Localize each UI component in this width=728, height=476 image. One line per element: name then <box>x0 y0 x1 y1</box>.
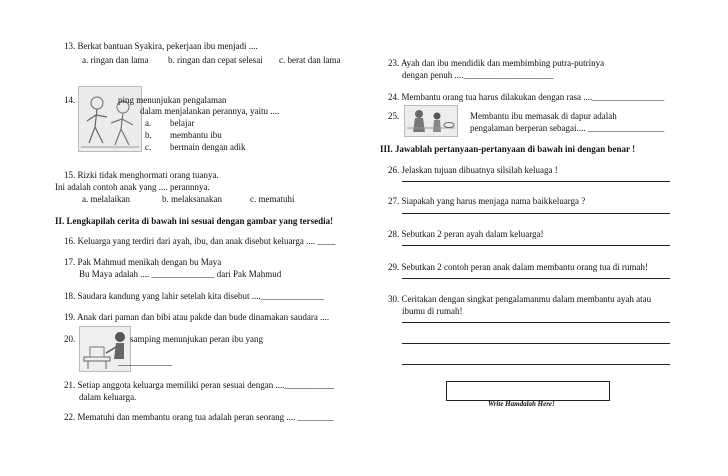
question-13: 13. Berkat bantuan Syakira, pekerjaan ibu menjadi .... <box>64 41 258 51</box>
question-26: 26. Jelaskan tujuan dibuatnya silsilah keluaga ! <box>388 165 558 175</box>
question-19: 19. Anak dari paman dan bibi atau pakde dan bude dinamakan saudara .... <box>64 312 330 322</box>
q14-option-a[interactable]: belajar <box>170 118 195 128</box>
section-3-heading: III. Jawablah pertanyaan-pertanyaan di bawah ini dengan benar ! <box>380 144 636 154</box>
question-30-text-1: 30. Ceritakan dengan singkat pengalamanmu dalam membantu ayah atau <box>388 294 652 304</box>
q13-option-c[interactable]: c. berat dan lama <box>279 55 341 65</box>
q14-option-c[interactable]: bermain dengan adik <box>170 142 246 152</box>
q30-answer-line-3[interactable] <box>402 364 670 365</box>
q26-answer-line[interactable] <box>402 181 670 182</box>
q15-option-c[interactable]: c. mematuhi <box>250 194 295 204</box>
question-25-number: 25. <box>388 111 400 121</box>
question-28: 28. Sebutkan 2 peran ayah dalam keluarga! <box>388 229 544 239</box>
question-18: 18. Saudara kandung yang lahir setelah kita disebut ....______________ <box>64 291 324 301</box>
question-16: 16. Keluarga yang terdiri dari ayah, ibu, dan anak disebut keluarga .... ____ <box>64 236 336 246</box>
question-14-text-2: dalam menjalankan perannya, yaitu .... <box>140 106 280 116</box>
q28-answer-line[interactable] <box>402 245 670 246</box>
question-14-number: 14. <box>64 95 76 105</box>
hamdalah-box[interactable] <box>446 381 610 401</box>
q27-answer-line[interactable] <box>402 213 670 214</box>
question-20-number: 20. <box>64 334 76 344</box>
q30-answer-line-2[interactable] <box>402 343 670 344</box>
q29-answer-line[interactable] <box>402 278 670 279</box>
question-21-text-2: dalam keluarga. <box>79 392 137 402</box>
q14-option-b-letter: b. <box>145 130 152 140</box>
q14-option-c-letter: c. <box>145 142 152 152</box>
question-17-text-2: Bu Maya adalah .... ______________ dari Pak Mahmud <box>79 269 282 279</box>
q13-option-a[interactable]: a. ringan dan lama <box>82 55 149 65</box>
question-21-text-1: 21. Setiap anggota keluarga memiliki peran sesuai dengan ....___________ <box>64 380 335 390</box>
question-22: 22. Mematuhi dan membantu orang tua adalah peran seorang .... ________ <box>64 412 334 422</box>
question-14-text-1: ping menunjukan pengalaman <box>118 95 227 105</box>
q15-option-b[interactable]: b. melaksanakan <box>162 194 222 204</box>
question-29: 29. Sebutkan 2 contoh peran anak dalam membantu orang tua di rumah! <box>388 262 648 272</box>
question-20-text: samping menunjukan peran ibu yang <box>130 334 263 344</box>
question-15-text-2: Ini adalah contoh anak yang .... perannnya. <box>55 182 210 192</box>
question-15-text-1: 15. Rizki tidak menghormati orang tuanya. <box>64 170 219 180</box>
q20-answer-blank[interactable]: ____________ <box>118 357 172 367</box>
question-24: 24. Membantu orang tua harus dilakukan dengan rasa ....________________ <box>388 92 665 102</box>
q14-option-b[interactable]: membantu ibu <box>170 130 222 140</box>
question-23-text-2: dengan penuh ....____________________ <box>402 70 554 80</box>
cooking-in-kitchen-illustration <box>405 106 457 136</box>
q15-option-a[interactable]: a. melalaikan <box>82 194 130 204</box>
question-23-text-1: 23. Ayah dan ibu mendidik dan membimbing putra-putrinya <box>388 58 605 68</box>
question-25-text-1: Membantu ibu memasak di dapur adalah <box>470 111 617 121</box>
q13-option-b[interactable]: b. ringan dan cepat selesai <box>168 55 263 65</box>
section-2-heading: II. Lengkapilah cerita di bawah ini sesuai dengan gambar yang tersedia! <box>55 216 334 226</box>
q14-option-a-letter: a. <box>145 118 152 128</box>
question-30-text-2: ibumu di rumah! <box>402 306 463 316</box>
q25-picture <box>404 105 458 137</box>
hamdalah-caption: Write Hamdalah Here! <box>488 400 555 408</box>
question-27: 27. Siapakah yang harus menjaga nama baikkeluarga ? <box>388 196 586 206</box>
q30-answer-line-1[interactable] <box>402 322 670 323</box>
question-25-text-2: pengalaman berperan sebagai.... _________________ <box>470 123 665 133</box>
question-17-text-1: 17. Pak Mahmud menikah dengan bu Maya <box>64 257 222 267</box>
